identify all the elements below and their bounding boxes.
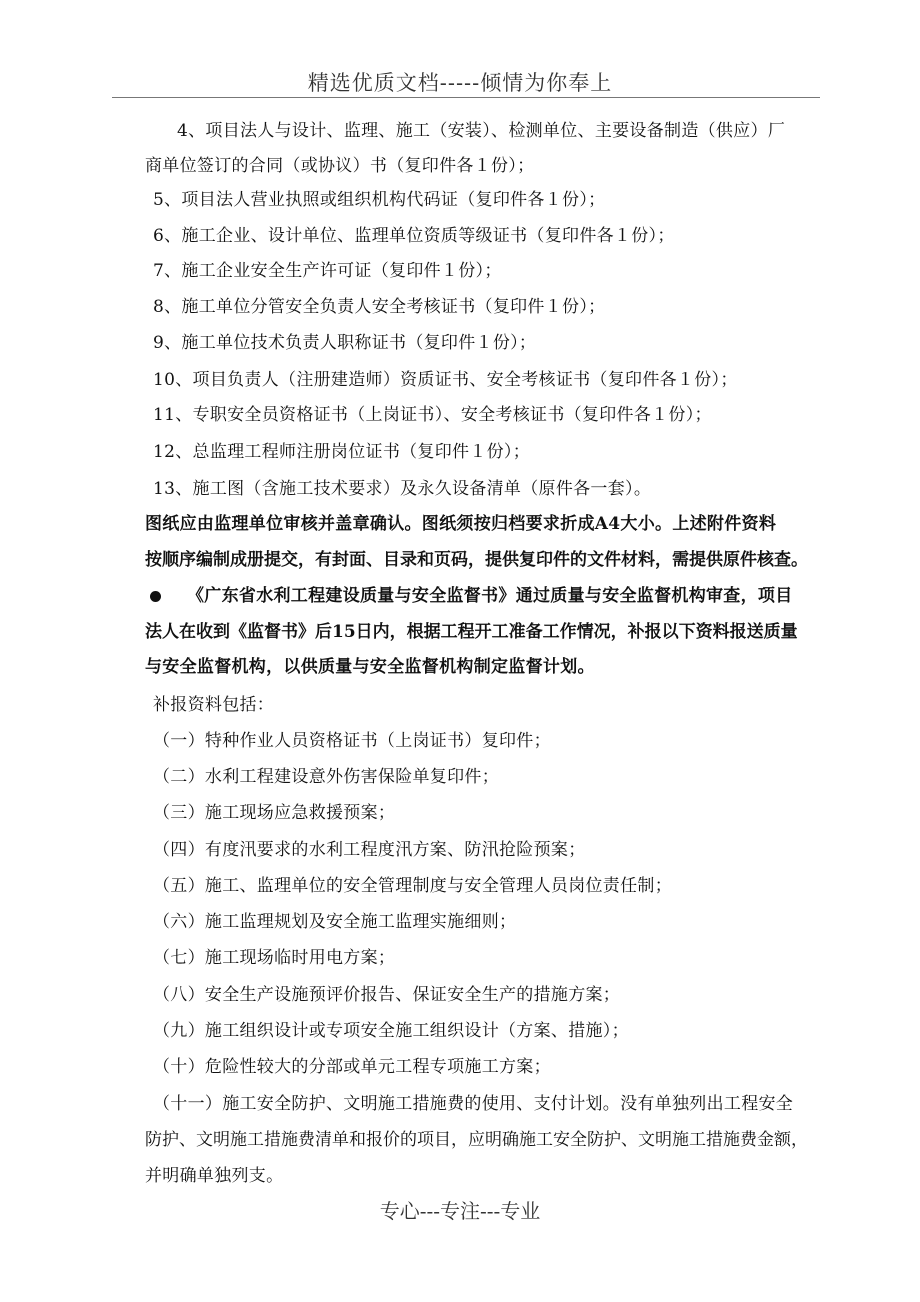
text-line-bold: 图纸应由监理单位审核并盖章确认。图纸须按归档要求折成A4大小。上述附件资料 (145, 514, 777, 534)
text-line: 13、施工图（含施工技术要求）及永久设备清单（原件各一套）。 (153, 479, 652, 499)
text-line-bold: 与安全监督机构，以供质量与安全监督机构制定监督计划。 (145, 657, 595, 677)
text-line: 补报资料包括： (153, 695, 275, 715)
text-line: （十一）施工安全防护、文明施工措施费的使用、支付计划。没有单独列出工程安全 (153, 1094, 794, 1114)
text-line: 并明确单独列支。 (145, 1166, 284, 1186)
text-line: （三）施工现场应急救援预案； (153, 803, 396, 823)
text-line: （十）危险性较大的分部或单元工程专项施工方案； (153, 1057, 551, 1077)
text-line: 7、施工企业安全生产许可证（复印件１份）； (153, 261, 502, 281)
text-line: 6、施工企业、设计单位、监理单位资质等级证书（复印件各１份）； (153, 226, 675, 246)
text-line-bold: 《广东省水利工程建设质量与安全监督书》通过质量与安全监督机构审查，项目 (187, 586, 793, 606)
text-line: （二）水利工程建设意外伤害保险单复印件； (153, 767, 499, 787)
bullet-icon (150, 591, 161, 602)
text-line: 防护、文明施工措施费清单和报价的项目，应明确施工安全防护、文明施工措施费金额， (145, 1130, 808, 1150)
text-line-bold: 按顺序编制成册提交，有封面、目录和页码，提供复印件的文件材料，需提供原件核查。 (145, 550, 808, 570)
page-footer: 专心---专注---专业 (379, 1199, 541, 1223)
text-line: （九）施工组织设计或专项安全施工组织设计（方案、措施）； (153, 1021, 629, 1041)
text-line-bold: 法人在收到《监督书》后15日内，根据工程开工准备工作情况，补报以下资料报送质量 (145, 622, 798, 642)
text-line: （四）有度汛要求的水利工程度汛方案、防汛抢险预案； (153, 840, 586, 860)
text-line: （八）安全生产设施预评价报告、保证安全生产的措施方案； (153, 985, 621, 1005)
text-line: （七）施工现场临时用电方案； (153, 948, 396, 968)
text-line: 商单位签订的合同（或协议）书（复印件各１份）； (145, 156, 535, 176)
text-line: 4、项目法人与设计、监理、施工（安装）、检测单位、主要设备制造（供应）厂 (177, 121, 786, 141)
header-rule (112, 97, 820, 98)
text-line: 9、施工单位技术负责人职称证书（复印件１份）； (153, 333, 537, 353)
text-line: （一）特种作业人员资格证书（上岗证书）复印件； (153, 731, 551, 751)
text-line: 8、施工单位分管安全负责人安全考核证书（复印件１份）； (153, 297, 606, 317)
text-line: 5、项目法人营业执照或组织机构代码证（复印件各１份）； (153, 190, 606, 210)
text-line: （五）施工、监理单位的安全管理制度与安全管理人员岗位责任制； (153, 876, 672, 896)
text-line: 12、总监理工程师注册岗位证书（复印件１份）； (153, 442, 531, 462)
text-line: 10、项目负责人（注册建造师）资质证书、安全考核证书（复印件各１份）； (153, 370, 738, 390)
page-header: 精选优质文档-----倾情为你奉上 (307, 71, 613, 95)
text-line: 11、专职安全员资格证书（上岗证书）、安全考核证书（复印件各１份）； (153, 405, 712, 425)
text-line: （六）施工监理规划及安全施工监理实施细则； (153, 912, 517, 932)
